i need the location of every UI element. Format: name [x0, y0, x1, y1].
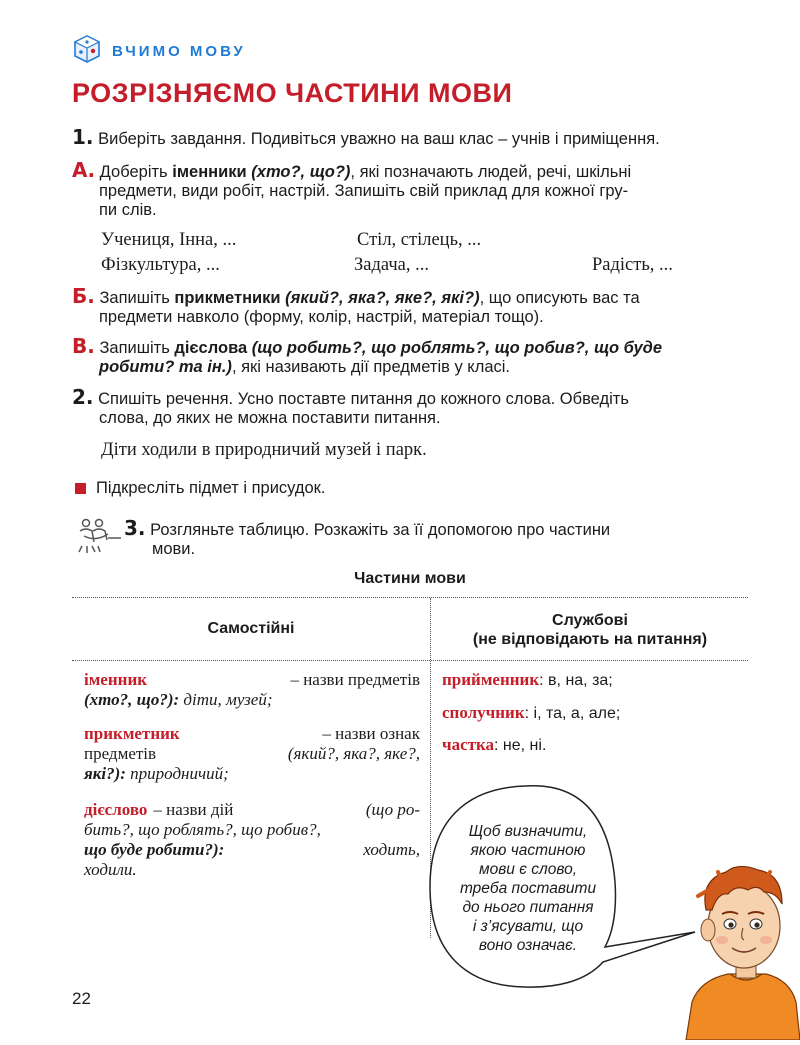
brand-label: ВЧИМО МОВУ [112, 43, 246, 60]
task-3 [124, 516, 744, 559]
text: Спишіть речення. Усно поставте питання до кожного слова. Обведіть [98, 390, 629, 408]
question: бить?, що роблять?, що робив?, [84, 820, 321, 839]
question: (хто?, що?): [84, 690, 180, 709]
text: – назви дій [153, 800, 234, 819]
example-sentence: Діти ходили в природничий музей і парк. [101, 440, 427, 460]
question: (який?, яка?, яке?, які?) [280, 289, 480, 307]
term: прикметник [84, 724, 180, 743]
example: природничий; [130, 764, 229, 783]
question: (що робить?, що роблять?, що робив?, що буде [247, 339, 663, 357]
cell-preposition [442, 670, 613, 691]
task-number: 2. [72, 385, 94, 409]
term: іменники [172, 163, 247, 181]
page-title: РОЗРІЗНЯЄМО ЧАСТИНИ МОВИ [72, 78, 513, 108]
variant-label: Б. [72, 284, 95, 308]
example-2: Стіл, стілець, ... [357, 230, 482, 250]
task-1 [72, 125, 660, 149]
pair-work-icon [72, 516, 122, 561]
cell-conjunction [442, 703, 620, 724]
speech-bubble-text [440, 822, 616, 955]
text: – назви предметів [290, 670, 420, 689]
question: (хто?, що?) [246, 163, 351, 181]
task-number: 1. [72, 125, 94, 149]
task-1v [72, 334, 762, 377]
example: ходили. [84, 860, 137, 879]
table-header-independent: Самостійні [207, 620, 295, 637]
table-caption: Частини мови [354, 570, 466, 587]
term: іменник [84, 670, 148, 689]
question: (що ро- [365, 800, 420, 819]
text: мови є слово, [478, 861, 578, 878]
text: (не відповідають на питання) [472, 631, 708, 648]
question: (який?, яка?, яке?, [287, 744, 420, 763]
table-top-rule [72, 597, 748, 598]
text: , які позначають людей, речі, шкільні [350, 163, 632, 181]
cell-noun [84, 670, 420, 710]
term: дієслова [174, 339, 248, 357]
text: треба поставити [459, 880, 597, 897]
task-number: 3. [124, 516, 146, 540]
square-bullet-icon [75, 483, 86, 494]
term: частка [442, 735, 495, 754]
task-text: Виберіть завдання. Подивіться уважно на ваш клас – учнів і приміщення. [98, 130, 660, 148]
text: Доберіть [99, 163, 173, 181]
task-1a [72, 158, 752, 220]
section-header [72, 34, 246, 69]
question: робити? та ін.) [99, 358, 232, 376]
text: якою частиною [470, 842, 586, 859]
example: ходить, [363, 840, 420, 859]
example: діти, музей; [183, 690, 273, 709]
task-1b [72, 284, 752, 327]
text: до нього питання [462, 899, 594, 916]
text: : в, на, за; [539, 672, 613, 689]
text: Розгляньте таблицю. Розкажіть за її допомогою про частини [150, 521, 611, 539]
text: Запишіть [99, 339, 175, 357]
text: Щоб визначити, [468, 823, 588, 840]
text: предмети навколо (форму, колір, настрій, матеріал тощо). [99, 308, 544, 326]
table-header-rule [72, 660, 748, 661]
page-number: 22 [72, 989, 91, 1008]
example-4: Задача, ... [354, 255, 430, 275]
example-1: Учениця, Інна, ... [101, 230, 237, 250]
variant-label: В. [72, 334, 95, 358]
task-2 [72, 385, 762, 428]
term: дієслово [84, 800, 148, 819]
text: Службові [552, 612, 628, 629]
cell-adjective [84, 724, 420, 784]
boy-illustration [678, 862, 800, 1045]
cell-verb [84, 800, 420, 880]
text: предмети, види робіт, настрій. Запишіть свій приклад для кожної гру- [99, 182, 629, 200]
task-2-note [75, 479, 326, 498]
text: , що описують вас та [479, 289, 640, 307]
question: що буде робити?): [84, 840, 225, 859]
cell-particle [442, 735, 546, 756]
text: : і, та, а, але; [524, 705, 621, 722]
text: і з’ясувати, що [472, 918, 584, 935]
text: – назви ознак [322, 724, 420, 743]
term: прийменник [442, 670, 540, 689]
text: : не, ні. [494, 737, 547, 754]
text: Запишіть [99, 289, 175, 307]
table-header-auxiliary [432, 611, 748, 649]
text: предметів [84, 744, 157, 763]
text: мови. [152, 540, 196, 558]
text: , які називають дії предметів у класі. [231, 358, 511, 376]
question: які?): [84, 764, 126, 783]
text: пи слів. [99, 201, 157, 219]
example-5: Радість, ... [592, 255, 673, 275]
variant-label: А. [72, 158, 96, 182]
term: прикметники [174, 289, 281, 307]
dice-icon [72, 34, 102, 69]
text: воно означає. [478, 937, 578, 954]
text: Підкресліть підмет і присудок. [96, 479, 326, 497]
term: сполучник [442, 703, 525, 722]
text: слова, до яких не можна поставити питання. [99, 409, 441, 427]
example-3: Фізкультура, ... [101, 255, 220, 275]
